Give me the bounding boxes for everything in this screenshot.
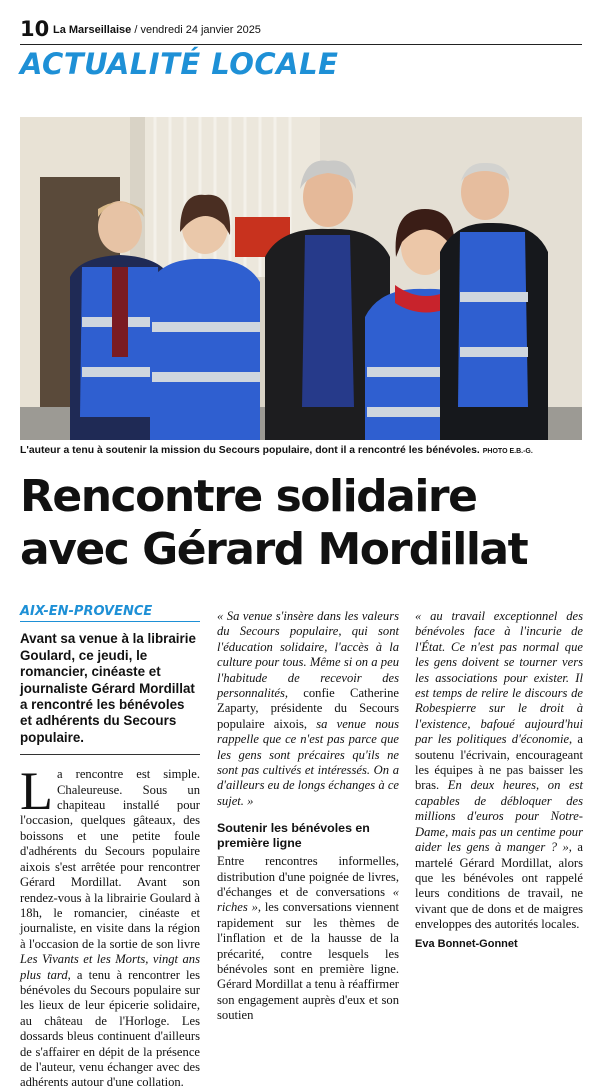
- page-number: 10: [20, 17, 50, 41]
- paragraph-1-text: a rencontre est simple. Chaleureuse. Sous un chapiteau installé pour l'occasion, quelques gâteaux, des boissons et une petite foule d'adhérents du Secours populaire aixois s'est arrêtée pour rencontrer Gérard Mordillat. Avant son rendez-vous à la librairie Goulard à 18h, le romancier, cinéaste et journaliste, en visite dans la région à l'occasion de la sortie de son livre: [20, 767, 200, 951]
- section-title: ACTUALITÉ LOCALE: [20, 47, 339, 81]
- author-signature: Eva Bonnet-Gonnet: [415, 937, 518, 950]
- newspaper-info: [53, 24, 261, 36]
- caption-text: L'auteur a tenu à soutenir la mission du Secours populaire, dont il a rencontré les bénévoles.: [20, 445, 480, 456]
- paragraph-1-end: , a tenu à rencontrer les bénévoles du Secours populaire sur les lieux de leur épicerie solidaire, au château de l'Horloge. Les dossards bleus continuent d'ailleurs de s'affairer en dépit de la présence de l'auteur, venu échanger avec des adhérents autour d'une collation.: [20, 967, 201, 1090]
- subheading: Soutenir les bénévoles en première ligne: [217, 821, 370, 850]
- article-photo: [20, 117, 582, 440]
- lead-paragraph: Avant sa venue à la librairie Goulard, ce jeudi, le romancier, cinéaste et journaliste Gérard Mordillat a rencontré les bénévoles et adhérents du Secours populaire.: [20, 631, 196, 745]
- body-paragraph-3: [415, 609, 583, 933]
- quote-3: En deux heures, on est capables de débloquer des millions d'euros pour Notre-Dame, mais pas un centime pour aider les gens à manger ? »: [415, 778, 584, 855]
- paragraph-2-end: , les conversations viennent rapidement sur les thèmes de l'inflation et de la hausse de la précarité, contre lesquels les bénévoles sont en première ligne. Gérard Mordillat a tenu à réaffirmer son engagement auprès d'eux et son soutien: [217, 900, 399, 1023]
- headline-line-1: Rencontre solidaire: [20, 471, 477, 522]
- headline-line-2: avec Gérard Mordillat: [20, 524, 528, 575]
- paragraph-3-end: , a martelé Gérard Mordillat, alors que les bénévoles ont rappelé leurs conditions de travail, ne vivant que de dons et de maigres enveloppes des autorités locales.: [415, 840, 583, 932]
- quote-paragraph: [217, 609, 399, 809]
- quote-2: « au travail exceptionnel des bénévoles face à l'incurie de l'État. Ce n'est pas normal que les gens doivent se tourner vers les associations pour exister. Il est temps de relire le discours de Robespierre sur le droit à l'existence, bafoué aujourd'hui par les politiques d'économie: [415, 609, 583, 747]
- column-3: [415, 609, 583, 952]
- header-rule: [20, 44, 582, 45]
- page-header: [20, 18, 582, 40]
- paragraph-2-text: Entre rencontres informelles, distribution d'une poignée de livres, d'échanges et de conversations: [217, 854, 399, 899]
- quote-2-attribution: , a soutenu l'écrivain, encourageant les équipes à ne pas baisser les bras.: [415, 732, 583, 793]
- column-1: [20, 604, 200, 1091]
- newspaper-name: La Marseillaise: [53, 24, 132, 36]
- dateline: AIX-EN-PROVENCE: [20, 604, 200, 622]
- body-paragraph-2: [217, 854, 399, 1023]
- quote-1-end: sa venue nous rappelle que ce n'est pas parce que les gens sont précaires qu'ils ne sont pas cultivés et intéressés. On a d'ailleurs eu de longs échanges à ce sujet. »: [217, 716, 399, 808]
- lead-separator: [20, 754, 200, 755]
- quote-1-attribution: confie Catherine Zaparty, présidente du Secours populaire aixois,: [217, 686, 399, 731]
- column-2: [217, 609, 399, 1024]
- quote-1: « Sa venue s'insère dans les valeurs du Secours populaire, qui sont l'éducation solidaire, l'accès à la culture pour tous. Même si on a peu l'habitude de recevoir des personnalités,: [217, 609, 399, 701]
- body-paragraph-1: [20, 761, 201, 1091]
- photo-caption: [20, 445, 582, 456]
- paragraph-2-quote: « riches »: [217, 884, 399, 915]
- book-title: Les Vivants et les Morts, vingt ans plus tard: [20, 952, 200, 982]
- article-headline: [20, 470, 582, 576]
- photo-credit: PHOTO E.B.-G.: [482, 448, 533, 455]
- issue-date: / vendredi 24 janvier 2025: [131, 24, 261, 36]
- drop-cap: L: [20, 761, 53, 822]
- volunteers-photo-illustration: [20, 117, 582, 440]
